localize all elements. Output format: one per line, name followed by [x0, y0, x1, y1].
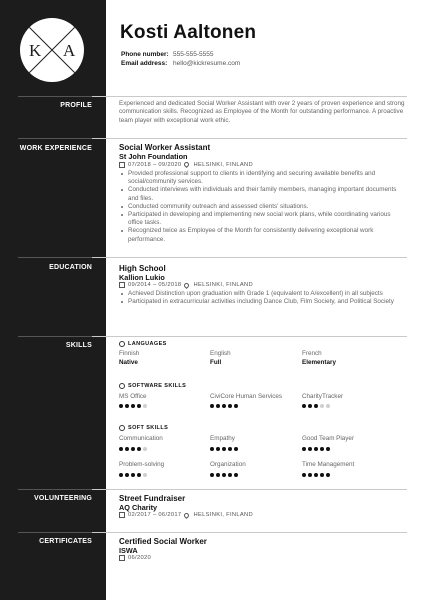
- language-level: Elementary: [302, 359, 336, 366]
- list-item: Conducted interviews with individuals and their family members, managing important documents and files.: [119, 186, 407, 202]
- rating-dot-empty: [326, 404, 330, 408]
- language-level: Native: [119, 359, 138, 366]
- phone-value[interactable]: 555-555-5555: [173, 51, 214, 58]
- location-pin-icon: [183, 281, 190, 288]
- education-school: Kallion Lukio: [119, 273, 165, 282]
- rating-dot-filled: [125, 447, 129, 451]
- section-divider: [18, 138, 407, 139]
- soft-skill-name: Problem-solving: [119, 461, 165, 468]
- certificate-date: 06/2020: [128, 555, 152, 561]
- rating-dot-filled: [314, 473, 318, 477]
- section-label-profile: PROFILE: [60, 102, 92, 109]
- rating-dot-empty: [143, 447, 147, 451]
- software-skills-heading: SOFTWARE SKILLS: [119, 383, 186, 389]
- rating-dot-filled: [131, 447, 135, 451]
- rating-dot-filled: [234, 447, 238, 451]
- section-label-work: WORK EXPERIENCE: [19, 145, 92, 152]
- rating-dot-filled: [228, 447, 232, 451]
- rating-dot-empty: [320, 404, 324, 408]
- skill-rating: [119, 447, 147, 451]
- phone-row: [121, 51, 213, 59]
- work-dates: 07/2018 – 09/2020: [128, 161, 182, 168]
- location-pin-icon: [183, 511, 190, 518]
- location-pin-icon: [183, 161, 190, 168]
- skill-rating: [302, 447, 330, 451]
- skill-rating: [210, 447, 238, 451]
- language-name: French: [302, 350, 322, 357]
- rating-dot-filled: [222, 447, 226, 451]
- rating-dot-filled: [302, 447, 306, 451]
- education-meta: [119, 282, 253, 288]
- candidate-name: Kosti Aaltonen: [120, 22, 257, 43]
- skill-rating: [210, 404, 238, 408]
- education-dates: 09/2014 – 05/2018: [128, 282, 182, 288]
- section-divider: [18, 96, 407, 97]
- skill-rating: [210, 473, 238, 477]
- list-item: Participated in extracurricular activities including Dance Club, Film Society, and Political Society: [119, 298, 407, 306]
- rating-dot-filled: [308, 473, 312, 477]
- rating-dot-filled: [314, 404, 318, 408]
- rating-dot-filled: [228, 404, 232, 408]
- education-bullets: [119, 290, 407, 306]
- volunteering-title: Street Fundraiser: [119, 494, 186, 503]
- rating-dot-filled: [326, 447, 330, 451]
- work-location: HELSINKI, FINLAND: [193, 161, 254, 168]
- rating-dot-filled: [326, 473, 330, 477]
- monogram-logo: [20, 18, 84, 82]
- sidebar: [0, 0, 106, 600]
- skill-rating: [302, 473, 330, 477]
- rating-dot-filled: [119, 473, 123, 477]
- work-organization: St John Foundation: [119, 152, 188, 161]
- calendar-icon: [119, 512, 125, 518]
- rating-dot-empty: [143, 473, 147, 477]
- list-item: Achieved Distinction upon graduation with Grade 1 (equivalent to A/excellent) in all subjects: [119, 290, 407, 298]
- section-label-education: EDUCATION: [49, 264, 92, 271]
- rating-dot-filled: [222, 473, 226, 477]
- rating-dot-filled: [216, 404, 220, 408]
- rating-dot-filled: [125, 473, 129, 477]
- soft-skill-name: Empathy: [210, 435, 235, 442]
- soft-skills-heading: SOFT SKILLS: [119, 425, 168, 431]
- certificate-title: Certified Social Worker: [119, 537, 207, 546]
- skill-rating: [302, 404, 330, 408]
- languages-heading: LANGUAGES: [119, 341, 167, 347]
- certificate-issuer: ISWA: [119, 546, 138, 555]
- rating-dot-filled: [137, 447, 141, 451]
- education-location: HELSINKI, FINLAND: [193, 282, 254, 288]
- volunteering-dates: 02/2017 – 06/2017: [128, 512, 182, 518]
- rating-dot-filled: [131, 404, 135, 408]
- education-title: High School: [119, 264, 166, 273]
- email-label: Email address:: [121, 60, 168, 67]
- rating-dot-filled: [228, 473, 232, 477]
- certificate-meta: [119, 555, 151, 561]
- rating-dot-filled: [210, 447, 214, 451]
- rating-dot-filled: [308, 404, 312, 408]
- software-skill-name: MS Office: [119, 393, 147, 400]
- rating-dot-filled: [210, 473, 214, 477]
- rating-dot-filled: [302, 473, 306, 477]
- email-value[interactable]: hello@kickresume.com: [173, 60, 241, 67]
- rating-dot-filled: [119, 404, 123, 408]
- person-icon: [119, 425, 125, 431]
- rating-dot-filled: [125, 404, 129, 408]
- soft-skill-name: Time Management: [302, 461, 355, 468]
- monogram-letter-k: K: [29, 41, 42, 60]
- section-label-volunteering: VOLUNTEERING: [33, 495, 92, 502]
- rating-dot-filled: [210, 404, 214, 408]
- rating-dot-filled: [222, 404, 226, 408]
- section-label-certificates: CERTIFICATES: [39, 538, 92, 545]
- section-divider: [18, 489, 407, 490]
- rating-dot-filled: [302, 404, 306, 408]
- computer-icon: [119, 383, 125, 389]
- rating-dot-filled: [137, 404, 141, 408]
- rating-dot-filled: [216, 473, 220, 477]
- skill-rating: [119, 404, 147, 408]
- work-bullets: [119, 170, 407, 244]
- rating-dot-filled: [234, 404, 238, 408]
- section-label-skills: SKILLS: [65, 342, 92, 349]
- rating-dot-filled: [320, 473, 324, 477]
- calendar-icon: [119, 555, 125, 561]
- rating-dot-filled: [320, 447, 324, 451]
- email-row: [121, 60, 240, 68]
- section-divider: [18, 336, 407, 337]
- soft-skill-name: Good Team Player: [302, 435, 355, 442]
- soft-skill-name: Communication: [119, 435, 163, 442]
- monogram-letter-a: A: [63, 41, 76, 60]
- calendar-icon: [119, 162, 125, 168]
- list-item: Participated in developing and implementing new social work plans, while coordinating various office tasks.: [119, 211, 407, 227]
- work-meta: [119, 162, 253, 168]
- list-item: Recognized twice as Employee of the Month for consistently delivering exceptional work performance.: [119, 227, 407, 243]
- language-name: Finnish: [119, 350, 140, 357]
- list-item: Provided professional support to clients in identifying and securing available benefits and social/community services.: [119, 170, 407, 186]
- rating-dot-filled: [119, 447, 123, 451]
- list-item: Conducted community outreach and assessed clients' situations.: [119, 203, 407, 211]
- volunteering-meta: [119, 512, 253, 518]
- work-title: Social Worker Assistant: [119, 143, 211, 152]
- language-name: English: [210, 350, 231, 357]
- language-level: Full: [210, 359, 222, 366]
- software-skill-name: CharityTracker: [302, 393, 344, 400]
- rating-dot-filled: [131, 473, 135, 477]
- rating-dot-filled: [137, 473, 141, 477]
- rating-dot-filled: [314, 447, 318, 451]
- calendar-icon: [119, 282, 125, 288]
- volunteering-organization: AQ Charity: [119, 503, 158, 512]
- rating-dot-filled: [216, 447, 220, 451]
- rating-dot-empty: [143, 404, 147, 408]
- volunteering-location: HELSINKI, FINLAND: [193, 512, 254, 518]
- section-divider: [18, 257, 407, 258]
- soft-skill-name: Organization: [210, 461, 246, 468]
- software-skill-name: CiviCore Human Services: [210, 393, 283, 400]
- profile-summary: Experienced and dedicated Social Worker Assistant with over 2 years of proven experience and strong communication skills. Recognized as Employee of the Month for outstanding performance. A proactive team player with exceptional work ethic.: [119, 100, 405, 124]
- rating-dot-filled: [308, 447, 312, 451]
- section-divider: [18, 532, 407, 533]
- rating-dot-filled: [234, 473, 238, 477]
- skill-rating: [119, 473, 147, 477]
- phone-label: Phone number:: [121, 51, 169, 58]
- globe-icon: [119, 341, 125, 347]
